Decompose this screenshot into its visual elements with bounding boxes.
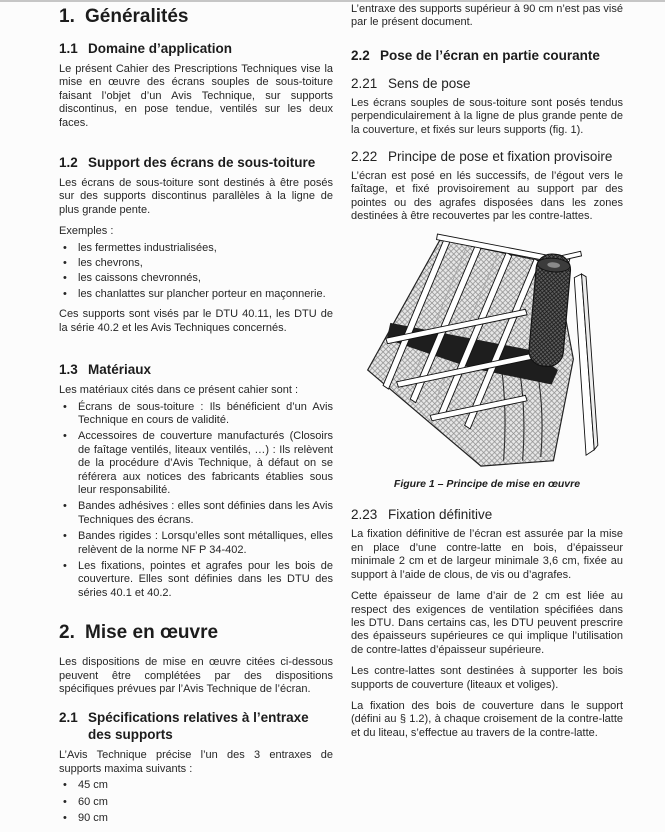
list-item: • 90 cm <box>63 812 108 825</box>
section-title: Généralités <box>85 6 189 27</box>
section-number: 1.1 <box>59 41 78 56</box>
paragraph: L’Avis Technique précise l’un des 3 entraxes de supports maxima suivants : <box>59 749 333 775</box>
right-column <box>351 0 623 748</box>
paragraph: Les matériaux cités dans ce présent cahier sont : <box>59 384 299 397</box>
section-1-1-heading <box>59 40 333 57</box>
section-2-2-heading <box>351 47 623 64</box>
list-item: • Accessoires de couverture manufacturés (Closoirs de faîtage ventilés, liteaux ventilés, …) : Ils relèvent de la procédure d’Avis Technique, à défaut on se référera aux notices des fabricants établies sous leur responsabilité. <box>63 430 333 496</box>
section-2-22-heading <box>351 149 623 165</box>
supports-bullet-list <box>59 242 333 302</box>
paragraph: L’entraxe des supports supérieur à 90 cm n’est pas visé par le présent document. <box>351 3 623 29</box>
paragraph: Ces supports sont visés par le DTU 40.11, les DTU de la série 40.2 et les Avis Techniques concernés. <box>59 308 333 334</box>
paragraph: Les contre-lattes sont destinées à supporter les bois supports de couverture (liteaux et voliges). <box>351 665 623 691</box>
section-2-1-heading <box>59 709 333 743</box>
bullet-icon: • <box>63 400 67 413</box>
section-title: Domaine d’application <box>88 41 233 56</box>
section-number: 1.3 <box>59 362 78 378</box>
left-column <box>59 0 333 832</box>
section-title: Pose de l’écran en partie courante <box>380 47 600 63</box>
bullet-icon: • <box>63 500 67 513</box>
bullet-icon: • <box>63 257 67 270</box>
bullet-icon: • <box>63 272 67 285</box>
list-item: • les chevrons, <box>63 257 143 270</box>
entraxe-bullet-list <box>59 779 333 825</box>
section-title: Fixation définitive <box>388 507 493 523</box>
list-item: • Les fixations, pointes et agrafes pour les bois de couverture. Elles sont définies dans les DTU des séries 40.1 et 40.2. <box>63 559 333 599</box>
section-2-21-heading <box>351 76 623 92</box>
section-number: 2.21 <box>351 75 378 91</box>
section-title: Spécifications relatives à l’entraxe des supports <box>88 710 309 743</box>
bullet-icon: • <box>63 530 67 543</box>
list-item: • Écrans de sous-toiture : Ils bénéficient d’un Avis Technique en cours de validité. <box>63 400 333 426</box>
bullet-icon: • <box>63 779 67 792</box>
section-number: 2.1 <box>59 710 78 726</box>
paragraph: Cette épaisseur de lame d’air de 2 cm est liée au respect des exigences de ventilation spécifiées dans les DTU. Dans certains cas, les DTU peuvent prescrire des épaisseurs supérieures ce qui implique l’utilisation de contre-lattes d’épaisseur supérieure. <box>351 590 623 656</box>
paragraph: La fixation des bois de couverture dans le support (défini au § 1.2), à chaque croisement de la contre-latte et du liteau, s’effectue au travers de la contre-latte. <box>351 699 623 739</box>
section-title: Support des écrans de sous-toiture <box>88 155 316 171</box>
bullet-icon: • <box>63 812 67 825</box>
section-number: 2.2 <box>351 47 370 63</box>
section-title: Sens de pose <box>388 75 471 91</box>
bullet-icon: • <box>63 795 67 808</box>
list-item: • les fermettes industrialisées, <box>63 241 217 254</box>
figure1-caption: Figure 1 – Principe de mise en œuvre <box>393 478 581 491</box>
paragraph: Les dispositions de mise en œuvre citées ci-dessous peuvent être complétées par des dispositions spécifiques prévues par l’Avis Technique de l’écran. <box>59 656 333 695</box>
paragraph: La fixation définitive de l’écran est assurée par la mise en place d’une contre-latte en bois, d’épaisseur minimale 2 cm et de largeur minimale 3,6 cm, fixée au support à l’aide de clous, de vis ou d’agrafes. <box>351 528 623 581</box>
section-number: 2.22 <box>351 149 378 165</box>
section-2-heading <box>59 622 333 644</box>
section-title: Matériaux <box>88 362 152 378</box>
list-item: • 60 cm <box>63 795 108 808</box>
paragraph: Les écrans de sous-toiture sont destinés à être posés sur des supports discontinus parallèles à la ligne de plus grande pente. <box>59 177 333 216</box>
section-1-2-heading <box>59 154 333 171</box>
section-1-3-heading <box>59 361 333 378</box>
examples-label: Exemples : <box>59 225 114 238</box>
section-number: 2.23 <box>351 507 378 523</box>
section-number: 2. <box>59 622 75 644</box>
section-1-heading <box>59 6 333 28</box>
section-number: 1.2 <box>59 155 78 171</box>
list-item: • Bandes adhésives : elles sont définies dans les Avis Techniques des écrans. <box>63 500 333 526</box>
section-2-23-heading <box>351 507 623 523</box>
bullet-icon: • <box>63 287 67 300</box>
section-title: Principe de pose et fixation provisoire <box>388 149 613 165</box>
section-number: 1. <box>59 6 75 27</box>
bullet-icon: • <box>63 241 67 254</box>
paragraph: L’écran est posé en lés successifs, de l’égout vers le faîtage, et fixé provisoirement au support par des pointes ou des agrafes disposées dans les zones destinées à être recouvertes par les contre-lattes. <box>351 170 623 223</box>
list-item: • les chanlattes sur plancher porteur en maçonnerie. <box>63 287 326 300</box>
list-item: • les caissons chevronnés, <box>63 272 201 285</box>
figure1-illustration <box>345 232 623 474</box>
section-title: Mise en œuvre <box>85 622 219 644</box>
paragraph: Le présent Cahier des Prescriptions Techniques vise la mise en œuvre des écrans souples de sous-toiture faisant l’objet d’un Avis Technique, sur supports discontinus, en pose tendue, ventilés sur les deux faces. <box>59 63 333 129</box>
list-item: • 45 cm <box>63 779 108 792</box>
materials-bullet-list <box>59 401 333 601</box>
bullet-icon: • <box>63 559 67 572</box>
bullet-icon: • <box>63 430 67 443</box>
paragraph: Les écrans souples de sous-toiture sont posés tendus perpendiculairement à la ligne de plus grande pente de la couverture, et fixés sur leurs supports (fig. 1). <box>351 96 623 136</box>
list-item: • Bandes rigides : Lorsqu’elles sont métalliques, elles relèvent de la norme NF P 34-402. <box>63 530 333 556</box>
